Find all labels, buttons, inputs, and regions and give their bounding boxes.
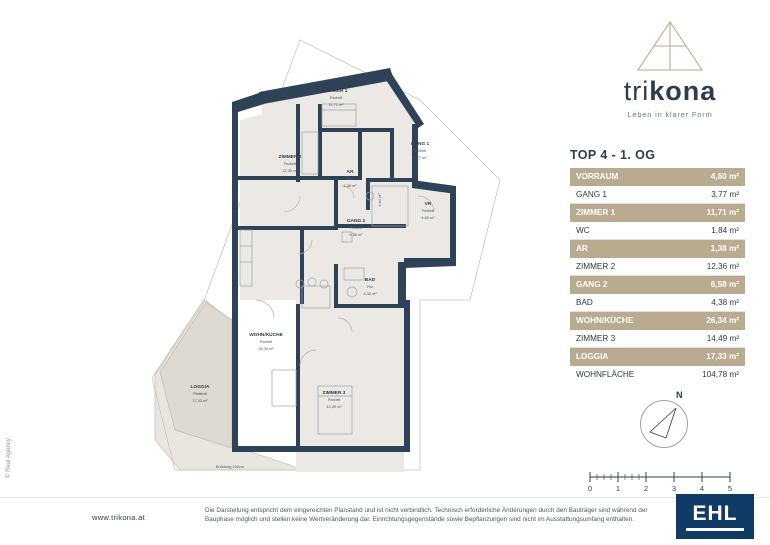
room-label: WC <box>570 222 673 240</box>
table-row <box>570 258 745 276</box>
compass-rose-icon <box>640 390 688 448</box>
brand-name-part2: kona <box>649 76 717 106</box>
room-area: 17,33 m² <box>673 348 745 366</box>
table-row-total <box>570 366 745 384</box>
table-row <box>570 204 745 222</box>
room-label-wc <box>377 193 382 207</box>
website-link[interactable]: www.trikona.at <box>92 513 145 522</box>
svg-text:Parkett: Parkett <box>327 397 341 402</box>
room-area: 3,77 m² <box>673 186 745 204</box>
svg-text:4,60 m²: 4,60 m² <box>421 215 435 220</box>
svg-text:Parkett: Parkett <box>413 148 427 153</box>
room-area: 26,34 m² <box>673 312 745 330</box>
room-label-gang1 <box>411 141 430 160</box>
svg-text:GANG 2: GANG 2 <box>346 219 366 224</box>
svg-text:12,36 m²: 12,36 m² <box>282 168 298 173</box>
svg-text:Fliz: Fliz <box>346 176 354 181</box>
room-area: 1,38 m² <box>673 240 745 258</box>
room-label: ZIMMER 1 <box>570 204 673 222</box>
table-row <box>570 348 745 366</box>
room-label: LOGGIA <box>570 348 673 366</box>
svg-text:17,33 m²: 17,33 m² <box>192 398 208 403</box>
table-row <box>570 312 745 330</box>
svg-text:ZIMMER 2: ZIMMER 2 <box>278 155 302 160</box>
room-area-table <box>570 168 745 383</box>
room-label-wohnkueche <box>249 331 283 351</box>
room-area: 12,36 m² <box>673 258 745 276</box>
room-label: WOHN/KÜCHE <box>570 312 673 330</box>
svg-text:AR: AR <box>346 170 354 175</box>
svg-text:3,77 m²: 3,77 m² <box>413 155 427 160</box>
room-label: GANG 2 <box>570 276 673 294</box>
svg-text:Fliz: Fliz <box>366 284 374 289</box>
table-row <box>570 168 745 186</box>
room-label: AR <box>570 240 673 258</box>
room-area: 14,49 m² <box>673 330 745 348</box>
brand-name-part1: tri <box>623 76 650 106</box>
svg-text:26,34 m²: 26,34 m² <box>258 346 274 351</box>
scale-tick-4: 4 <box>699 484 705 493</box>
svg-text:Parkett: Parkett <box>349 225 363 230</box>
table-row <box>570 330 745 348</box>
brand-tagline: Leben in klarer Form <box>627 110 713 119</box>
svg-text:ZIMMER 1: ZIMMER 1 <box>324 89 348 94</box>
svg-text:4,38 m²: 4,38 m² <box>363 291 377 296</box>
room-label: ZIMMER 3 <box>570 330 673 348</box>
plan-note: Brüstung 100cm <box>215 464 245 469</box>
scale-tick-5: 5 <box>727 484 733 493</box>
footer-divider <box>0 497 770 498</box>
svg-text:11,71 m²: 11,71 m² <box>328 102 344 107</box>
ehl-logo-bar <box>686 528 744 531</box>
table-row <box>570 240 745 258</box>
scale-tick-2: 2 <box>643 484 649 493</box>
svg-text:WOHN/KÜCHE: WOHN/KÜCHE <box>249 333 283 338</box>
room-area: 11,71 m² <box>673 204 745 222</box>
table-row <box>570 276 745 294</box>
svg-text:1,38 m²: 1,38 m² <box>343 183 357 188</box>
room-label: VORRAUM <box>570 168 673 186</box>
svg-text:14,49 m²: 14,49 m² <box>326 404 342 409</box>
room-label: BAD <box>570 294 673 312</box>
trikona-triangle-icon <box>634 18 706 74</box>
scale-tick-0: 0 <box>587 484 593 493</box>
svg-text:Parkett: Parkett <box>421 208 435 213</box>
table-row <box>570 186 745 204</box>
ehl-logo-text: EHL <box>692 502 738 525</box>
svg-text:BAD: BAD <box>364 278 376 283</box>
disclaimer-text: Die Darstellung entspricht dem eingereichten Planstand und ist nicht verbindlich. Technisch erforderliche Änderungen durch den Bauträger sind während der Bauphase möglich und stellen keine Wertveränderung dar. Einrichtungsgegenstände sowie Bepflanzungen sind nicht im Ausstattungsumfang enthalten. <box>205 507 648 524</box>
page-title: TOP 4 - 1. OG <box>570 148 656 162</box>
svg-text:LOGGIA: LOGGIA <box>190 385 210 390</box>
svg-text:Parkett: Parkett <box>259 339 273 344</box>
brand-name <box>585 76 755 107</box>
copyright-text: © Real Agency <box>6 438 12 478</box>
table-row <box>570 294 745 312</box>
ehl-logo <box>676 494 754 539</box>
room-label: GANG 1 <box>570 186 673 204</box>
room-area: 1,84 m² <box>673 222 745 240</box>
svg-text:Plattenti: Plattenti <box>192 391 208 396</box>
svg-text:GANG 1: GANG 1 <box>410 142 430 147</box>
room-area: 4,60 m² <box>673 168 745 186</box>
room-area: 4,38 m² <box>673 294 745 312</box>
scale-tick-1: 1 <box>615 484 621 493</box>
svg-text:ZIMMER 3: ZIMMER 3 <box>322 391 346 396</box>
svg-text:Parkett: Parkett <box>329 95 343 100</box>
scale-tick-3: 3 <box>671 484 677 493</box>
brand-block <box>585 18 755 119</box>
compass-north-label: N <box>676 390 683 400</box>
svg-text:1,84 m²: 1,84 m² <box>377 193 382 207</box>
svg-text:VR: VR <box>424 202 432 207</box>
svg-text:6,58 m²: 6,58 m² <box>349 232 363 237</box>
svg-text:Parkett: Parkett <box>283 161 297 166</box>
total-area: 104,78 m² <box>702 370 739 379</box>
table-row <box>570 222 745 240</box>
total-label: WOHNFLÄCHE <box>576 370 635 379</box>
room-label: ZIMMER 2 <box>570 258 673 276</box>
room-area: 6,58 m² <box>673 276 745 294</box>
